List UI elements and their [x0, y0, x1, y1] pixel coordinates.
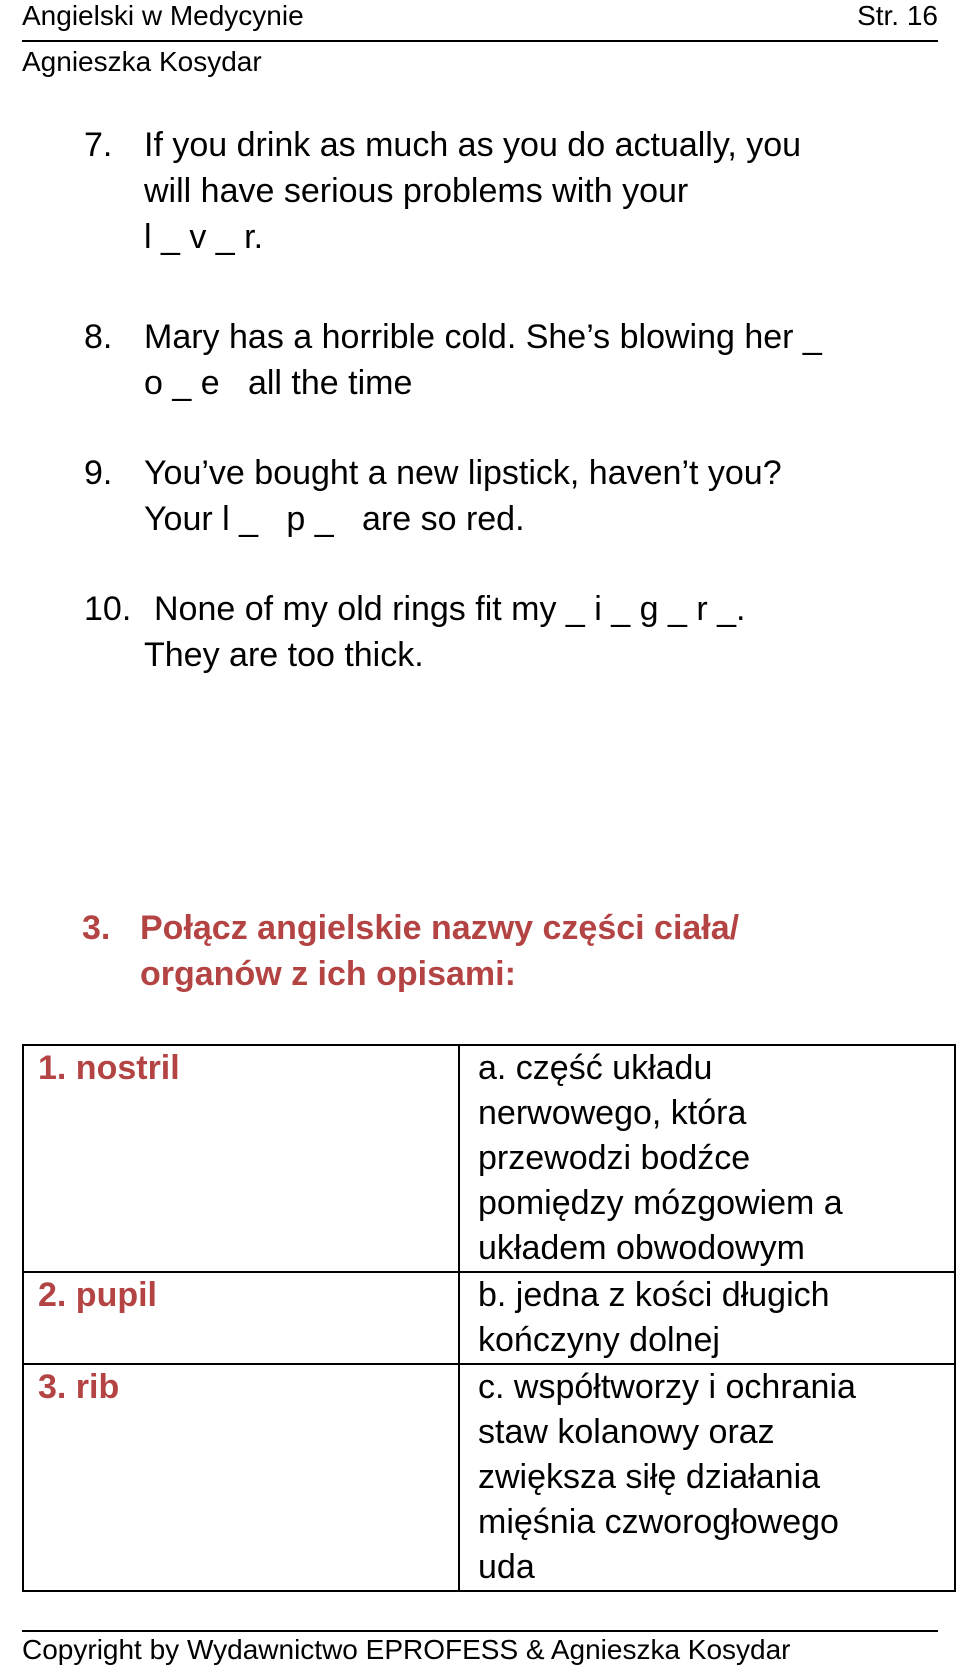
table-row: [23, 1364, 955, 1591]
exercise-item-9: [84, 450, 782, 542]
description-line: kończyny dolnej: [478, 1321, 720, 1359]
header-divider: [22, 40, 938, 42]
description-line: c. współtworzy i ochrania: [478, 1368, 856, 1406]
description-line: staw kolanowy oraz: [478, 1413, 775, 1451]
exercise-text: None of my old rings fit my _ i _ g _ r _.: [154, 590, 746, 628]
exercise-text: Your l _ p _ are so red.: [144, 500, 525, 538]
section-title-line1: Połącz angielskie nazwy części ciała/: [140, 909, 740, 947]
exercise-text: Mary has a horrible cold. She’s blowing her _: [144, 318, 822, 356]
description-line: zwiększa siłę działania: [478, 1458, 821, 1496]
exercise-text: will have serious problems with your: [144, 172, 689, 210]
page-number: Str. 16: [857, 0, 938, 31]
exercise-number: 10.: [84, 590, 132, 628]
table-row: [23, 1272, 955, 1364]
description-line: uda: [478, 1548, 535, 1586]
exercise-text: o _ e all the time: [144, 364, 413, 402]
term-cell: 1. nostril: [23, 1045, 459, 1272]
header-author: Agnieszka Kosydar: [22, 46, 262, 77]
section-title-line2: organów z ich opisami:: [140, 955, 516, 993]
exercise-number: 8.: [84, 318, 113, 356]
description-line: pomiędzy mózgowiem a: [478, 1184, 843, 1222]
description-line: b. jedna z kości długich: [478, 1276, 830, 1314]
description-line: mięśnia czworogłowego: [478, 1503, 839, 1541]
exercise-item-10: [84, 586, 745, 678]
footer-copyright: Copyright by Wydawnictwo EPROFESS & Agnieszka Kosydar: [22, 1634, 791, 1665]
matching-table: [22, 1044, 956, 1592]
section-heading: [82, 905, 739, 997]
exercise-number: 9.: [84, 454, 113, 492]
description-cell: [459, 1045, 955, 1272]
header-title: Angielski w Medycynie: [22, 0, 304, 31]
description-line: a. część układu: [478, 1049, 713, 1087]
footer-divider: [22, 1630, 938, 1632]
exercise-text: l _ v _ r.: [144, 218, 264, 256]
description-line: nerwowego, która: [478, 1094, 747, 1132]
description-cell: [459, 1272, 955, 1364]
section-number: 3.: [82, 909, 111, 947]
exercise-text: You’ve bought a new lipstick, haven’t you?: [144, 454, 782, 492]
exercise-item-7: [84, 122, 801, 260]
description-cell: [459, 1364, 955, 1591]
exercise-item-8: [84, 314, 822, 406]
exercise-text: They are too thick.: [144, 636, 424, 674]
description-line: przewodzi bodźce: [478, 1139, 751, 1177]
exercise-number: 7.: [84, 126, 113, 164]
term-cell: 3. rib: [23, 1364, 459, 1591]
description-line: układem obwodowym: [478, 1229, 805, 1267]
exercise-text: If you drink as much as you do actually, you: [144, 126, 802, 164]
term-cell: 2. pupil: [23, 1272, 459, 1364]
table-row: [23, 1045, 955, 1272]
